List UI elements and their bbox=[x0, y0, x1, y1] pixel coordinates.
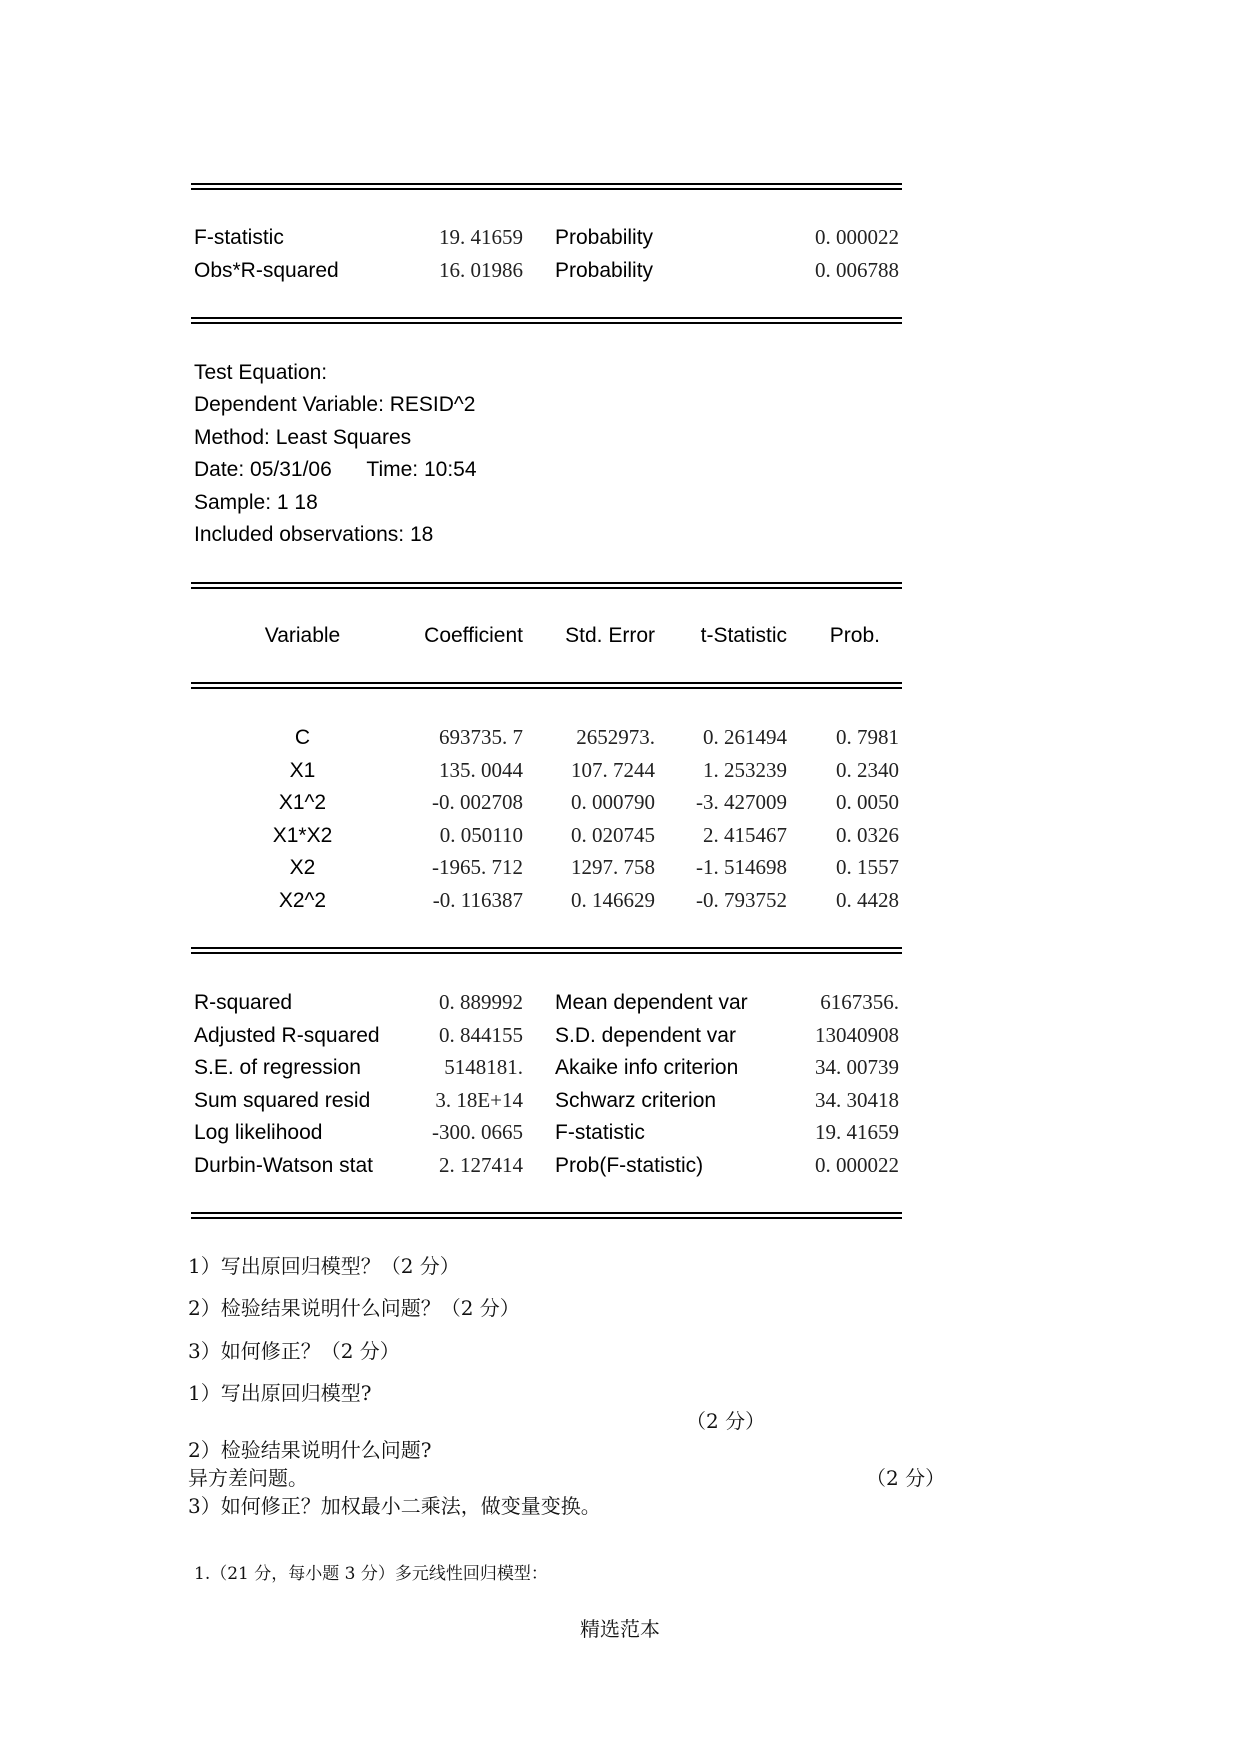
prob-cell: 0. 2340 bbox=[836, 758, 899, 782]
question-item: 3）如何修正？（2 分） bbox=[188, 1339, 400, 1363]
stat-label: Obs*R-squared bbox=[194, 259, 339, 282]
summary-value: 6167356. bbox=[820, 990, 899, 1014]
summary-label: Mean dependent var bbox=[555, 991, 748, 1014]
score-label: （2 分） bbox=[866, 1466, 946, 1490]
summary-value: 0. 000022 bbox=[815, 1153, 899, 1177]
summary-value: 34. 30418 bbox=[815, 1088, 899, 1112]
variable-cell: C bbox=[294, 726, 311, 749]
summary-label: Akaike info criterion bbox=[555, 1056, 739, 1079]
prob-cell: 0. 1557 bbox=[836, 855, 899, 879]
info-line: Test Equation: bbox=[194, 361, 328, 384]
variable-cell: X1*X2 bbox=[272, 824, 333, 847]
prob-cell: 0. 4428 bbox=[836, 888, 899, 912]
table-rule bbox=[191, 317, 902, 324]
info-line: Sample: 1 18 bbox=[194, 491, 318, 514]
info-line: Date: 05/31/06 Time: 10:54 bbox=[194, 458, 477, 481]
prob-value: 0. 000022 bbox=[815, 225, 899, 249]
table-rule bbox=[191, 947, 902, 954]
summary-value: 3. 18E+14 bbox=[435, 1088, 523, 1112]
table-rule bbox=[191, 682, 902, 689]
question-item: 1）写出原回归模型？（2 分） bbox=[188, 1254, 460, 1278]
summary-value: 13040908 bbox=[815, 1023, 899, 1047]
t-statistic-cell: 2. 415467 bbox=[703, 823, 787, 847]
column-header: Variable bbox=[264, 624, 341, 647]
answer-text: 异方差问题。 bbox=[188, 1466, 308, 1490]
summary-value: 5148181. bbox=[444, 1055, 523, 1079]
summary-label: Durbin-Watson stat bbox=[194, 1154, 373, 1177]
answer-q3: 3）如何修正？加权最小二乘法，做变量变换。 bbox=[188, 1494, 601, 1518]
std-error-cell: 0. 146629 bbox=[571, 888, 655, 912]
t-statistic-cell: 0. 261494 bbox=[703, 725, 787, 749]
summary-label: Adjusted R-squared bbox=[194, 1024, 380, 1047]
summary-value: 2. 127414 bbox=[439, 1153, 523, 1177]
table-rule bbox=[191, 582, 902, 589]
prob-label: Probability bbox=[555, 226, 654, 249]
std-error-cell: 0. 020745 bbox=[571, 823, 655, 847]
column-header: Coefficient bbox=[424, 624, 523, 647]
coefficient-cell: -1965. 712 bbox=[432, 855, 523, 879]
prob-cell: 0. 0050 bbox=[836, 790, 899, 814]
coefficient-cell: -0. 116387 bbox=[432, 888, 523, 912]
summary-label: F-statistic bbox=[555, 1121, 645, 1144]
t-statistic-cell: -1. 514698 bbox=[696, 855, 787, 879]
table-rule bbox=[191, 1212, 902, 1219]
page-footer: 精选范本 bbox=[580, 1617, 660, 1641]
summary-label: Prob(F-statistic) bbox=[555, 1154, 704, 1177]
prob-value: 0. 006788 bbox=[815, 258, 899, 282]
column-header: Std. Error bbox=[565, 624, 655, 647]
summary-label: Log likelihood bbox=[194, 1121, 323, 1144]
column-header: t-Statistic bbox=[700, 624, 787, 647]
std-error-cell: 107. 7244 bbox=[571, 758, 655, 782]
variable-cell: X2^2 bbox=[278, 889, 327, 912]
t-statistic-cell: 1. 253239 bbox=[703, 758, 787, 782]
info-line: Included observations: 18 bbox=[194, 523, 434, 546]
std-error-cell: 0. 000790 bbox=[571, 790, 655, 814]
coefficient-cell: -0. 002708 bbox=[432, 790, 523, 814]
std-error-cell: 2652973. bbox=[576, 725, 655, 749]
answer-q2: 2）检验结果说明什么问题? bbox=[188, 1438, 432, 1462]
prob-label: Probability bbox=[555, 259, 654, 282]
summary-label: Schwarz criterion bbox=[555, 1089, 717, 1112]
variable-cell: X2 bbox=[289, 856, 316, 879]
summary-value: 34. 00739 bbox=[815, 1055, 899, 1079]
question-item: 2）检验结果说明什么问题？（2 分） bbox=[188, 1296, 520, 1320]
prob-cell: 0. 0326 bbox=[836, 823, 899, 847]
table-rule bbox=[191, 183, 902, 190]
coefficient-cell: 135. 0044 bbox=[439, 758, 523, 782]
info-line: Dependent Variable: RESID^2 bbox=[194, 393, 476, 416]
score-label: （2 分） bbox=[686, 1409, 766, 1433]
summary-label: S.D. dependent var bbox=[555, 1024, 736, 1047]
summary-label: R-squared bbox=[194, 991, 293, 1014]
prob-cell: 0. 7981 bbox=[836, 725, 899, 749]
summary-label: S.E. of regression bbox=[194, 1056, 361, 1079]
t-statistic-cell: -0. 793752 bbox=[696, 888, 787, 912]
answer-q1: 1）写出原回归模型? bbox=[188, 1381, 372, 1405]
summary-value: -300. 0665 bbox=[432, 1120, 523, 1144]
summary-label: Sum squared resid bbox=[194, 1089, 371, 1112]
column-header: Prob. bbox=[829, 624, 880, 647]
summary-value: 19. 41659 bbox=[815, 1120, 899, 1144]
coefficient-cell: 693735. 7 bbox=[439, 725, 523, 749]
summary-value: 0. 889992 bbox=[439, 990, 523, 1014]
std-error-cell: 1297. 758 bbox=[571, 855, 655, 879]
stat-value: 19. 41659 bbox=[439, 225, 523, 249]
next-question: 1.（21 分，每小题 3 分）多元线性回归模型： bbox=[194, 1564, 548, 1584]
summary-value: 0. 844155 bbox=[439, 1023, 523, 1047]
coefficient-cell: 0. 050110 bbox=[439, 823, 523, 847]
info-line: Method: Least Squares bbox=[194, 426, 412, 449]
variable-cell: X1 bbox=[289, 759, 316, 782]
t-statistic-cell: -3. 427009 bbox=[696, 790, 787, 814]
stat-label: F-statistic bbox=[194, 226, 284, 249]
stat-value: 16. 01986 bbox=[439, 258, 523, 282]
variable-cell: X1^2 bbox=[278, 791, 327, 814]
